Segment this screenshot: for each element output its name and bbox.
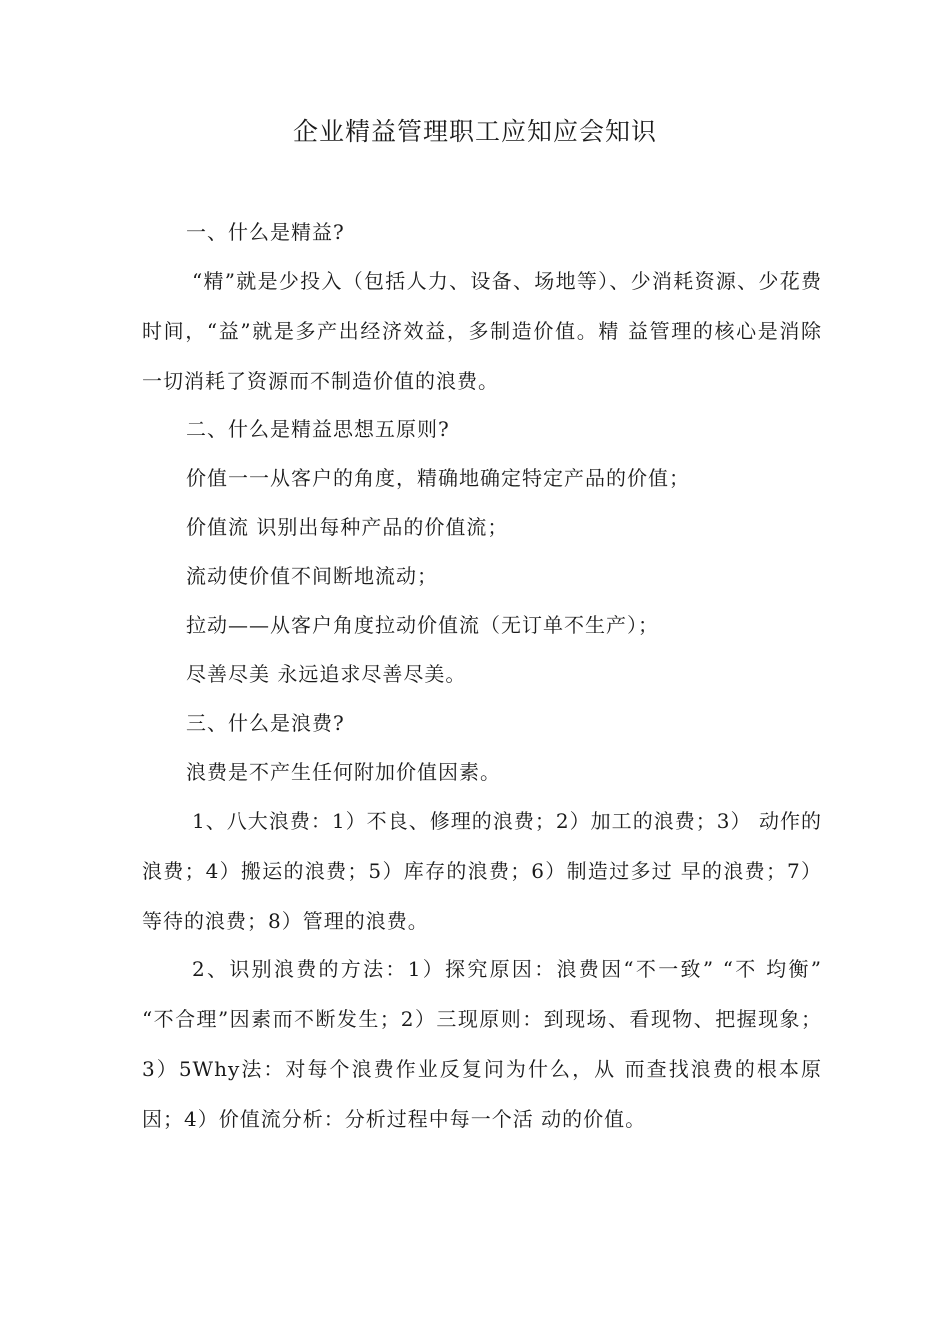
paragraph-identify-waste: 2、识别浪费的方法：1）探究原因：浪费因“不一致” “不 均衡” “不合理”因素而不断发生；2）三现原则：到现场、看现物、把握现象；3）5Why法：对每个浪费作业反复问为什么，从 而查找浪费的根本原因；4）价值流分析：分析过程中每一个活 动的价值。 (142, 957, 822, 1131)
section-heading-1: 一、什么是精益? (186, 220, 345, 244)
section-heading-2: 二、什么是精益思想五原则? (186, 417, 450, 441)
principle-value: 价值一一从客户的角度，精确地确定特定产品的价值； (186, 466, 690, 490)
paragraph-waste-definition: 浪费是不产生任何附加价值因素。 (186, 760, 501, 784)
principle-flow: 流动使价值不间断地流动； (186, 564, 438, 588)
section-heading-3: 三、什么是浪费? (186, 711, 345, 735)
paragraph-eight-wastes: 1、八大浪费：1）不良、修理的浪费；2）加工的浪费；3） 动作的浪费；4）搬运的浪费；5）库存的浪费；6）制造过多过 早的浪费；7）等待的浪费；8）管理的浪费。 (142, 809, 822, 933)
principle-pull: 拉动——从客户角度拉动价值流（无订单不生产）； (186, 613, 659, 637)
principle-value-stream: 价值流 识别出每种产品的价值流； (186, 515, 509, 539)
paragraph-lean-definition: “精”就是少投入（包括人力、设备、场地等）、少消耗资源、少花费时间，“益”就是多产出经济效益，多制造价值。精 益管理的核心是消除一切消耗了资源而不制造价值的浪费。 (142, 269, 822, 393)
principle-perfection: 尽善尽美 永远追求尽善尽美。 (186, 662, 467, 686)
document-title: 企业精益管理职工应知应会知识 (292, 117, 657, 146)
